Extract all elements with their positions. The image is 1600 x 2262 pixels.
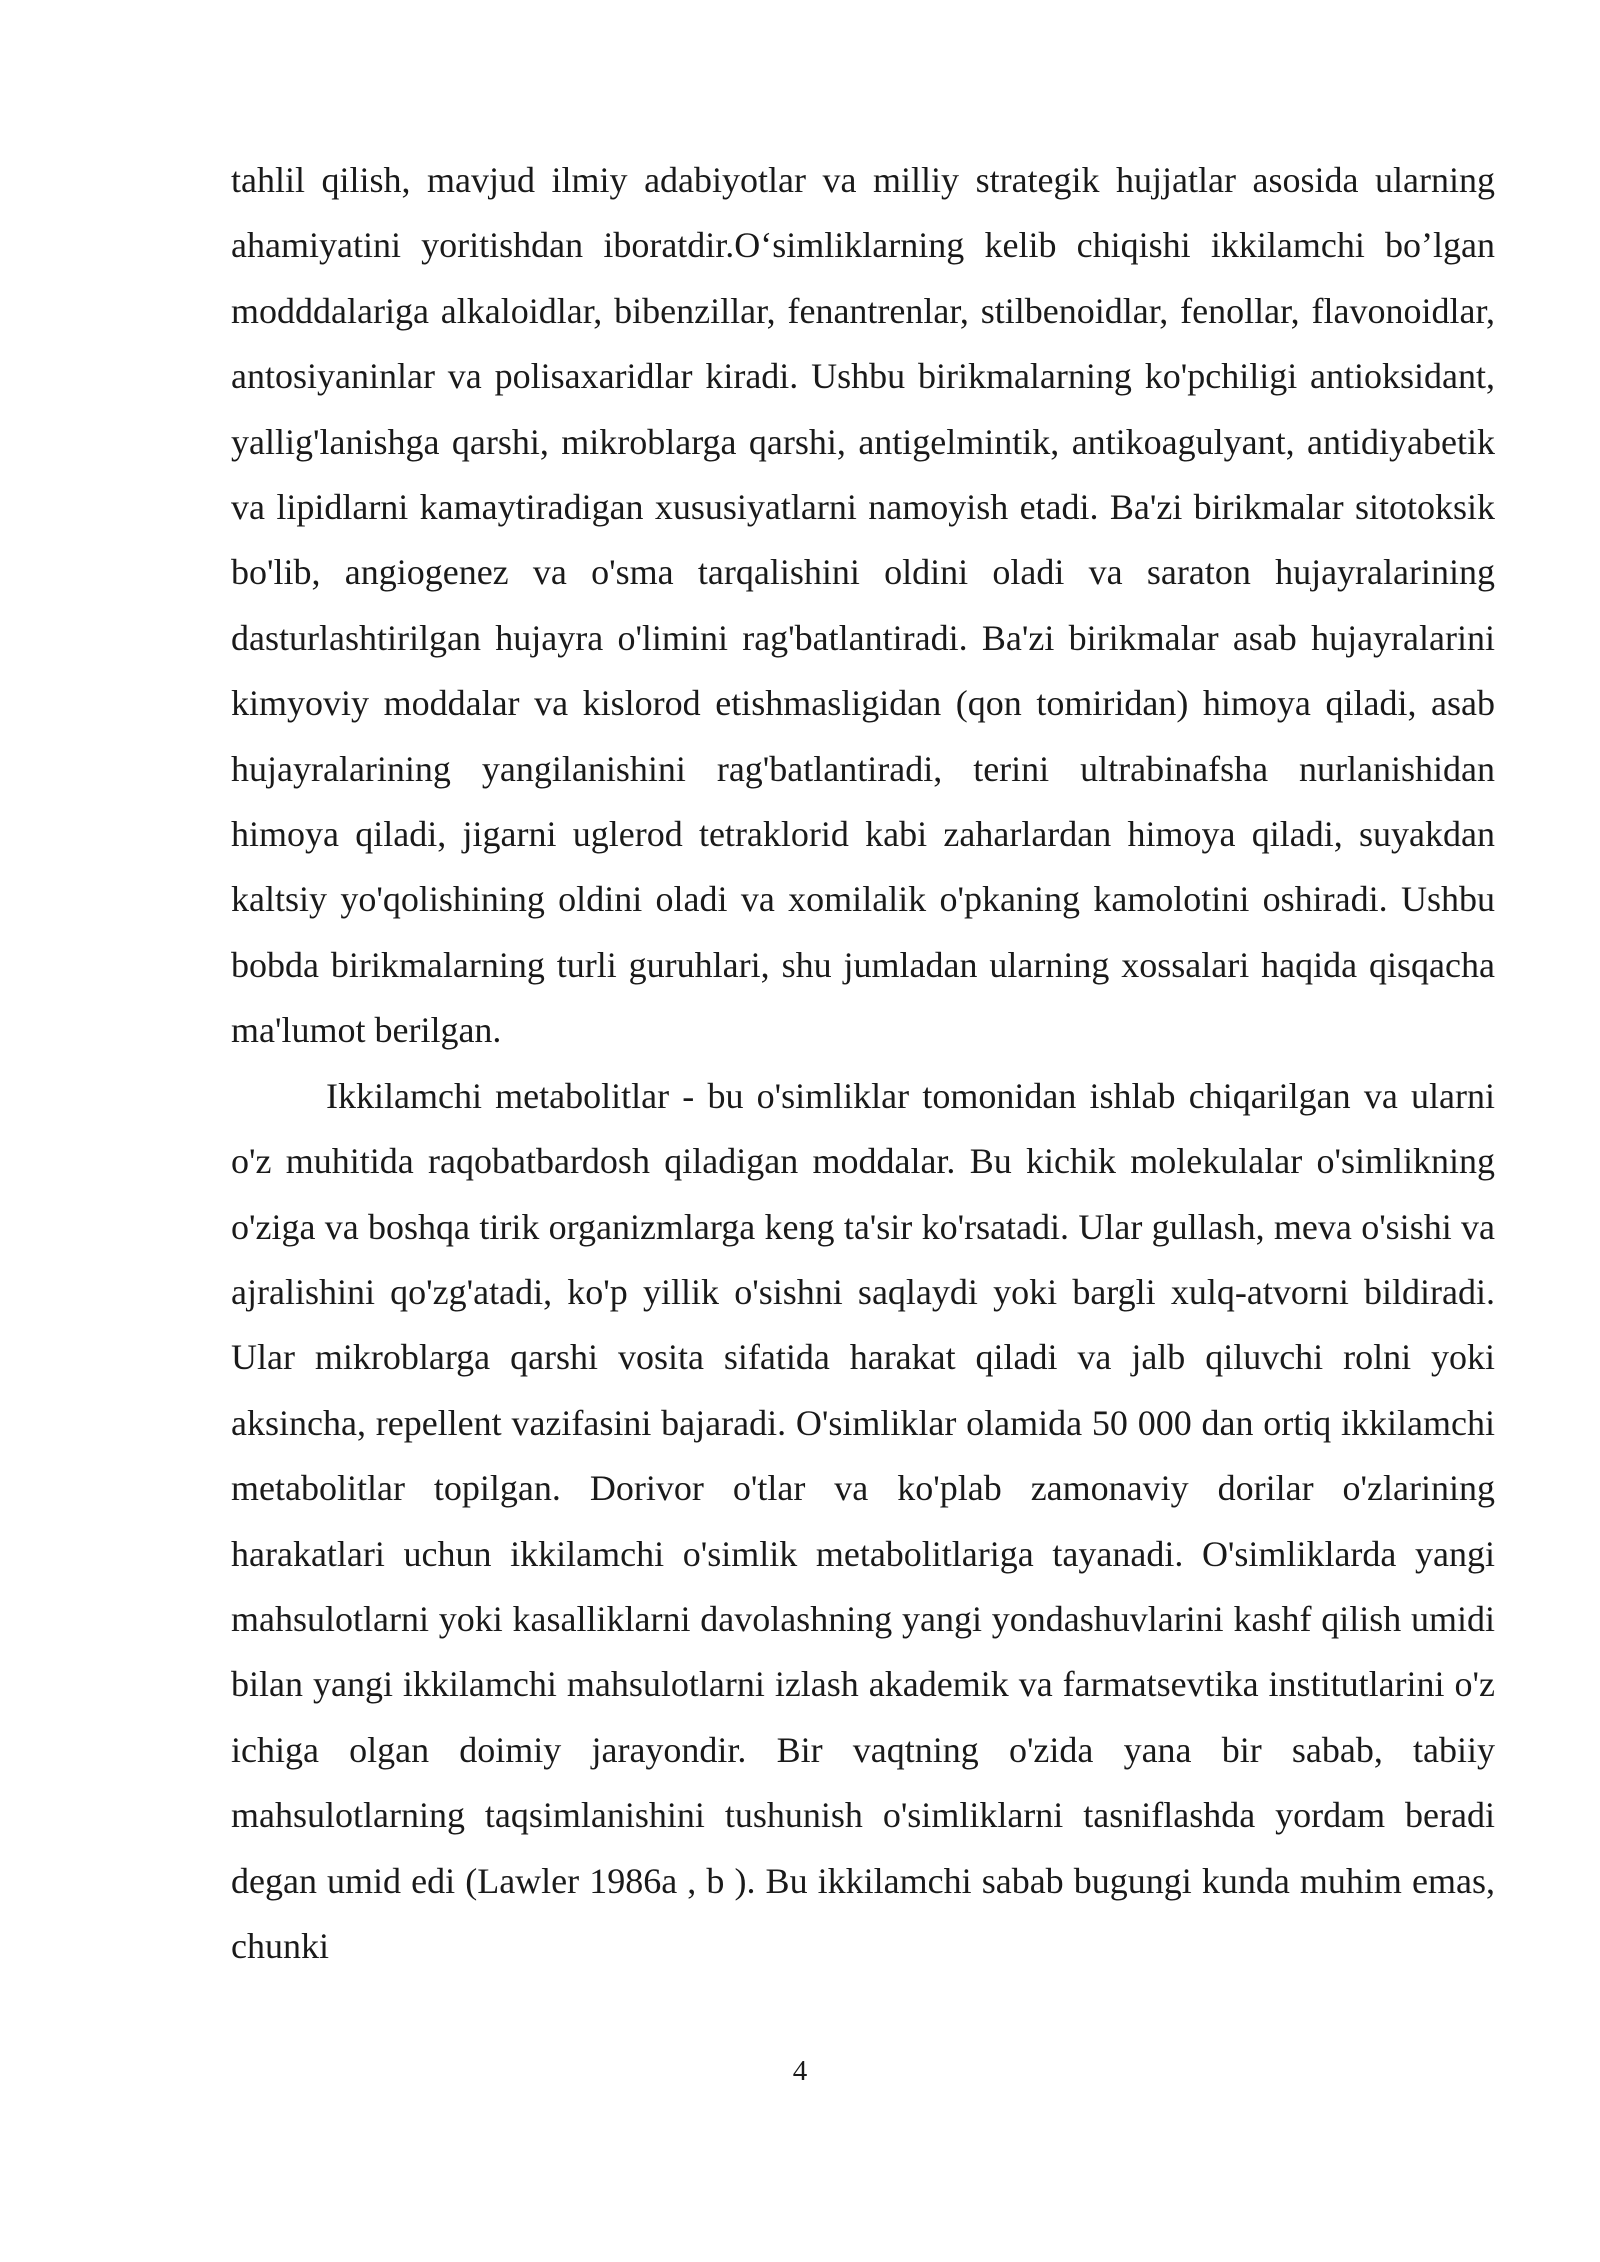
body-text	[231, 148, 1495, 1979]
paragraph-1: tahlil qilish, mavjud ilmiy adabiyotlar va milliy strategik hujjatlar asosida ularning ahamiyatini yoritishdan iboratdir.O‘simliklarning kelib chiqishi ikkilamchi bo’lgan modddalariga alkaloidlar, bibenzillar, fenantrenlar, stilbenoidlar, fenollar, flavonoidlar, antosiyaninlar va polisaxaridlar kiradi. Ushbu birikmalarning ko'pchiligi antioksidant, yallig'lanishga qarshi, mikroblarga qarshi, antigelmintik, antikoagulyant, antidiyabetik va lipidlarni kamaytiradigan xususiyatlarni namoyish etadi. Ba'zi birikmalar sitotoksik bo'lib, angiogenez va o'sma tarqalishini oldini oladi va saraton hujayralarining dasturlashtirilgan hujayra o'limini rag'batlantiradi. Ba'zi birikmalar asab hujayralarini kimyoviy moddalar va kislorod etishmasligidan (qon tomiridan) himoya qiladi, asab hujayralarining yangilanishini rag'batlantiradi, terini ultrabinafsha nurlanishidan himoya qiladi, jigarni uglerod tetraklorid kabi zaharlardan himoya qiladi, suyakdan kaltsiy yo'qolishining oldini oladi va xomilalik o'pkaning kamolotini oshiradi. Ushbu bobda birikmalarning turli guruhlari, shu jumladan ularning xossalari haqida qisqacha ma'lumot berilgan.	[231, 160, 1495, 1051]
page-number: 4	[792, 2055, 808, 2087]
paragraph-2: Ikkilamchi metabolitlar - bu o'simliklar tomonidan ishlab chiqarilgan va ularni o'z muhitida raqobatbardosh qiladigan moddalar. Bu kichik molekulalar o'simlikning o'ziga va boshqa tirik organizmlarga keng ta'sir ko'rsatadi. Ular gullash, meva o'sishi va ajralishini qo'zg'atadi, ko'p yillik o'sishni saqlaydi yoki bargli xulq-atvorni bildiradi. Ular mikroblarga qarshi vosita sifatida harakat qiladi va jalb qiluvchi rolni yoki aksincha, repellent vazifasini bajaradi. O'simliklar olamida 50 000 dan ortiq ikkilamchi metabolitlar topilgan. Dorivor o'tlar va ko'plab zamonaviy dorilar o'zlarining harakatlari uchun ikkilamchi o'simlik metabolitlariga tayanadi. O'simliklarda yangi mahsulotlarni yoki kasalliklarni davolashning yangi yondashuvlarini kashf qilish umidi bilan yangi ikkilamchi mahsulotlarni izlash akademik va farmatsevtika institutlarini o'z ichiga olgan doimiy jarayondir. Bir vaqtning o'zida yana bir sabab, tabiiy mahsulotlarning taqsimlanishini tushunish o'simliklarni tasniflashda yordam beradi degan umid edi (Lawler 1986a , b ). Bu ikkilamchi sabab bugungi kunda muhim emas, chunki	[231, 1075, 1495, 1966]
